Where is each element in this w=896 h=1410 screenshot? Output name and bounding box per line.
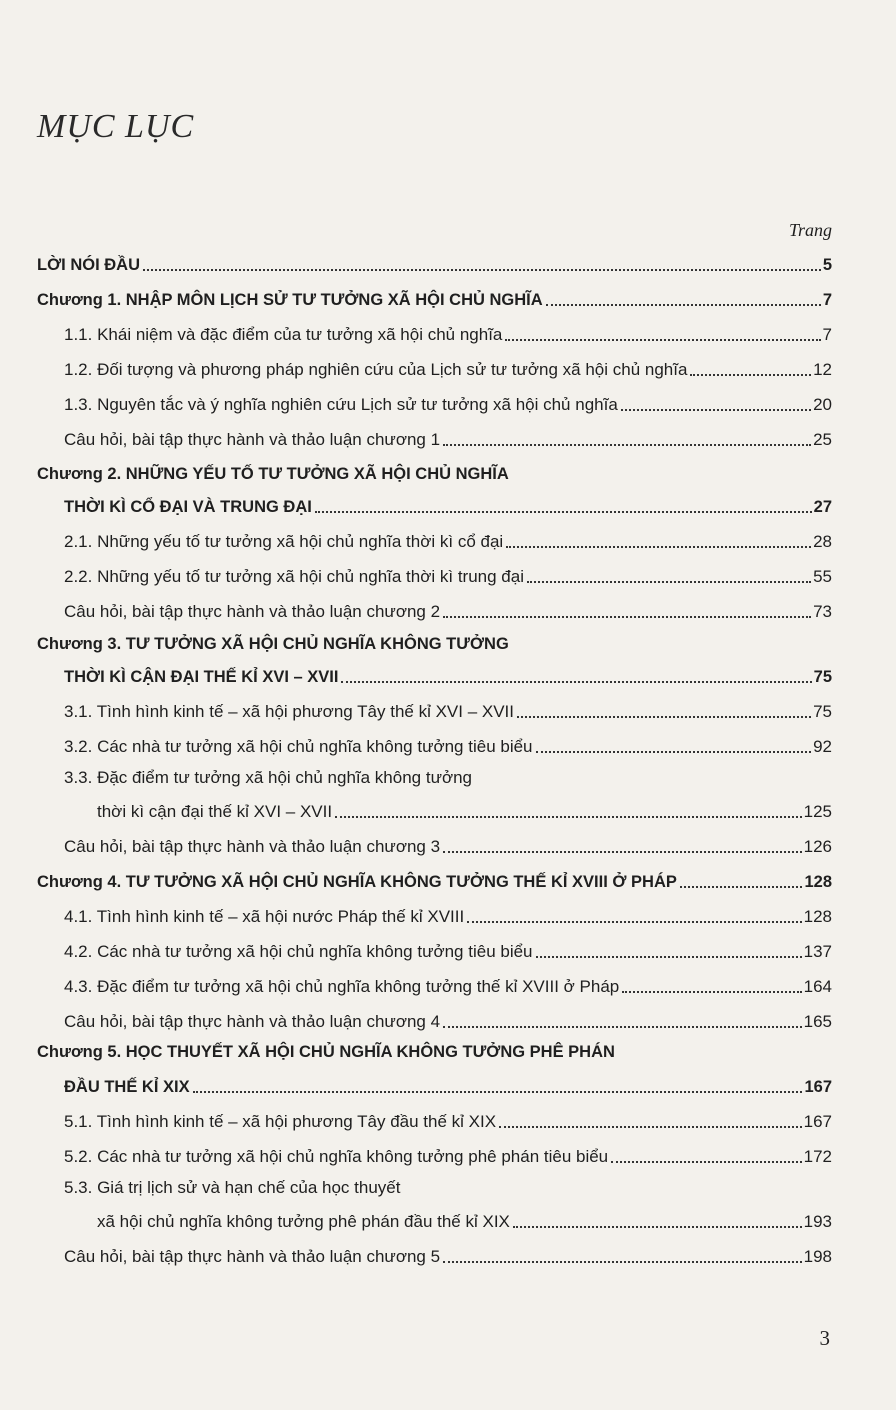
dot-leader bbox=[443, 1261, 802, 1263]
toc-entry-review[interactable]: Câu hỏi, bài tập thực hành và thảo luận chương 4 165 bbox=[64, 1012, 832, 1031]
toc-entry-section[interactable]: 3.1. Tình hình kinh tế – xã hội phương Tây thế kỉ XVI – XVII 75 bbox=[64, 702, 832, 721]
dot-leader bbox=[335, 816, 802, 818]
page-title: MỤC LỤC bbox=[37, 108, 195, 145]
dot-leader bbox=[527, 581, 811, 583]
dot-leader bbox=[536, 751, 812, 753]
toc-entry-section[interactable]: 4.3. Đặc điểm tư tưởng xã hội chủ nghĩa không tưởng thế kỉ XVIII ở Pháp 164 bbox=[64, 977, 832, 996]
page-number: 3 bbox=[819, 1326, 830, 1350]
toc-entry-section[interactable]: 1.1. Khái niệm và đặc điểm của tư tưởng xã hội chủ nghĩa 7 bbox=[64, 325, 832, 344]
toc-entry-section-line1[interactable]: 5.3. Giá trị lịch sử và hạn chế của học thuyết bbox=[64, 1178, 401, 1197]
toc-entry-chapter-2[interactable]: THỜI KÌ CỔ ĐẠI VÀ TRUNG ĐẠI 27 bbox=[64, 498, 832, 516]
toc-entry-review[interactable]: Câu hỏi, bài tập thực hành và thảo luận chương 5 198 bbox=[64, 1247, 832, 1266]
toc-entry-section[interactable]: 5.1. Tình hình kinh tế – xã hội phương Tây đầu thế kỉ XIX 167 bbox=[64, 1112, 832, 1131]
toc-entry-section[interactable]: 4.2. Các nhà tư tưởng xã hội chủ nghĩa không tưởng tiêu biểu 137 bbox=[64, 942, 832, 961]
dot-leader bbox=[517, 716, 811, 718]
toc-entry-section[interactable]: 3.2. Các nhà tư tưởng xã hội chủ nghĩa không tưởng tiêu biểu 92 bbox=[64, 737, 832, 756]
dot-leader bbox=[505, 339, 820, 341]
toc-entry-section[interactable]: xã hội chủ nghĩa không tưởng phê phán đầu thế kỉ XIX 193 bbox=[97, 1212, 832, 1231]
dot-leader bbox=[690, 374, 811, 376]
dot-leader bbox=[621, 409, 811, 411]
toc-entry-chapter-5[interactable]: ĐẦU THẾ KỈ XIX 167 bbox=[64, 1078, 832, 1096]
toc-entry-review[interactable]: Câu hỏi, bài tập thực hành và thảo luận chương 2 73 bbox=[64, 602, 832, 621]
toc-entry-section-line1[interactable]: 3.3. Đặc điểm tư tưởng xã hội chủ nghĩa không tưởng bbox=[64, 768, 472, 787]
toc-entry-section[interactable]: 5.2. Các nhà tư tưởng xã hội chủ nghĩa không tưởng phê phán tiêu biểu 172 bbox=[64, 1147, 832, 1166]
toc-entry-chapter-1[interactable]: Chương 1. NHẬP MÔN LỊCH SỬ TƯ TƯỞNG XÃ HỘI CHỦ NGHĨA 7 bbox=[37, 291, 832, 309]
dot-leader bbox=[536, 956, 802, 958]
dot-leader bbox=[341, 681, 811, 683]
dot-leader bbox=[506, 546, 811, 548]
dot-leader bbox=[443, 444, 811, 446]
toc-entry-chapter-3[interactable]: THỜI KÌ CẬN ĐẠI THẾ KỈ XVI – XVII 75 bbox=[64, 668, 832, 686]
toc-entry-section[interactable]: 1.3. Nguyên tắc và ý nghĩa nghiên cứu Lịch sử tư tưởng xã hội chủ nghĩa 20 bbox=[64, 395, 832, 414]
toc-entry-chapter-2-line1[interactable]: Chương 2. NHỮNG YẾU TỐ TƯ TƯỞNG XÃ HỘI CHỦ NGHĨA bbox=[37, 465, 509, 483]
dot-leader bbox=[193, 1091, 803, 1093]
dot-leader bbox=[467, 921, 801, 923]
toc-entry-review[interactable]: Câu hỏi, bài tập thực hành và thảo luận chương 3 126 bbox=[64, 837, 832, 856]
dot-leader bbox=[513, 1226, 802, 1228]
toc-entry-section[interactable]: 4.1. Tình hình kinh tế – xã hội nước Pháp thế kỉ XVIII 128 bbox=[64, 907, 832, 926]
dot-leader bbox=[546, 304, 821, 306]
toc-entry-preface[interactable]: LỜI NÓI ĐẦU 5 bbox=[37, 256, 832, 274]
dot-leader bbox=[622, 991, 801, 993]
dot-leader bbox=[315, 511, 812, 513]
toc-entry-section[interactable]: 1.2. Đối tượng và phương pháp nghiên cứu của Lịch sử tư tưởng xã hội chủ nghĩa 12 bbox=[64, 360, 832, 379]
toc-entry-review[interactable]: Câu hỏi, bài tập thực hành và thảo luận chương 1 25 bbox=[64, 430, 832, 449]
toc-entry-chapter-5-line1[interactable]: Chương 5. HỌC THUYẾT XÃ HỘI CHỦ NGHĨA KHÔNG TƯỞNG PHÊ PHÁN bbox=[37, 1043, 615, 1061]
dot-leader bbox=[680, 886, 803, 888]
dot-leader bbox=[443, 851, 802, 853]
dot-leader bbox=[499, 1126, 802, 1128]
dot-leader bbox=[443, 1026, 802, 1028]
page-column-label: Trang bbox=[788, 220, 832, 240]
dot-leader bbox=[143, 269, 821, 271]
toc-entry-section[interactable]: thời kì cận đại thế kỉ XVI – XVII 125 bbox=[97, 802, 832, 821]
toc-entry-chapter-3-line1[interactable]: Chương 3. TƯ TƯỞNG XÃ HỘI CHỦ NGHĨA KHÔNG TƯỞNG bbox=[37, 635, 509, 653]
toc-entry-chapter-4[interactable]: Chương 4. TƯ TƯỞNG XÃ HỘI CHỦ NGHĨA KHÔNG TƯỞNG THẾ KỈ XVIII Ở PHÁP 128 bbox=[37, 873, 832, 891]
dot-leader bbox=[611, 1161, 801, 1163]
dot-leader bbox=[443, 616, 811, 618]
toc-entry-section[interactable]: 2.1. Những yếu tố tư tưởng xã hội chủ nghĩa thời kì cổ đại 28 bbox=[64, 532, 832, 551]
toc-entry-section[interactable]: 2.2. Những yếu tố tư tưởng xã hội chủ nghĩa thời kì trung đại 55 bbox=[64, 567, 832, 586]
